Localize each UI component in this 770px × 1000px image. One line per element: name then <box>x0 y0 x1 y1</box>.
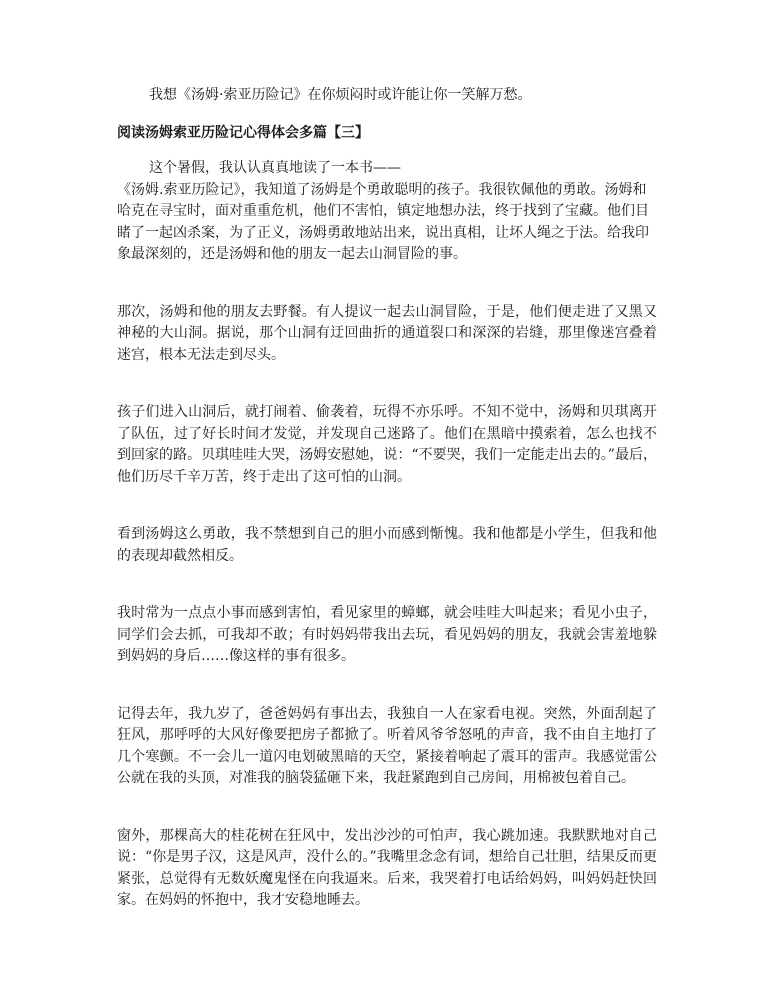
paragraph-cave: 孩子们进入山洞后，就打闹着、偷袭着，玩得不亦乐呼。不知不觉中，汤姆和贝琪离开了队伍，过了好长时间才发觉，并发现自己迷路了。他们在黑暗中摸索着，怎么也找不到回家的路。贝琪哇哇大哭，汤姆安慰她，说：“不要哭，我们一定能走出去的。”最后，他们历尽千辛万苦，终于走出了这可怕的山洞。 <box>117 404 657 485</box>
first-paragraph-body: 《汤姆.索亚历险记》，我知道了汤姆是个勇敢聪明的孩子。我很钦佩他的勇敢。汤姆和哈克在寻宝时，面对重重危机，他们不害怕，镇定地想办法，终于找到了宝藏。他们目睹了一起凶杀案，为了正义，汤姆勇敢地站出来，说出真相，让坏人绳之于法。给我印象最深刻的，还是汤姆和他的朋友一起去山洞冒险的事。 <box>117 181 649 262</box>
paragraph-window: 窗外，那棵高大的桂花树在狂风中，发出沙沙的可怕声，我心跳加速。我默默地对自己说：“你是男子汉，这是风声，没什么的。”我嘴里念念有词，想给自己壮胆，结果反而更紧张，总觉得有无数妖魔鬼怪在向我逼来。后来，我哭着打电话给妈妈，叫妈妈赶快回家。在妈妈的怀抱中，我才安稳地睡去。 <box>117 827 657 908</box>
paragraph-reflection: 看到汤姆这么勇敢，我不禁想到自己的胆小而感到惭愧。我和他都是小学生，但我和他的表现却截然相反。 <box>117 526 657 564</box>
first-paragraph-lead: 这个暑假，我认认真真地读了一本书—— <box>149 160 401 176</box>
first-paragraph <box>117 158 657 266</box>
paragraph-storm: 记得去年，我九岁了，爸爸妈妈有事出去，我独自一人在家看电视。突然，外面刮起了狂风，那呼呼的大风好像要把房子都掀了。听着风爷爷怒吼的声音，我不由自主地打了几个寒颤。不一会儿一道闪电划破黑暗的天空，紧接着响起了震耳的雷声。我感觉雷公公就在我的头顶，对准我的脑袋猛砸下来，我赶紧跑到自己房间，用棉被包着自己。 <box>117 705 657 786</box>
paragraph-fears: 我时常为一点点小事而感到害怕，看见家里的蟑螂，就会哇哇大叫起来；看见小虫子，同学们会去抓，可我却不敢；有时妈妈带我出去玩，看见妈妈的朋友，我就会害羞地躲到妈妈的身后……像这样的事有很多。 <box>117 605 657 664</box>
intro-sentence: 我想《汤姆·索亚历险记》在你烦闷时或许能让你一笑解万愁。 <box>149 87 532 103</box>
section-heading: 阅读汤姆索亚历险记心得体会多篇【三】 <box>117 125 369 141</box>
document-page <box>117 84 657 912</box>
paragraph-picnic: 那次，汤姆和他的朋友去野餐。有人提议一起去山洞冒险，于是，他们便走进了又黑又神秘的大山洞。据说，那个山洞有迂回曲折的通道裂口和深深的岩缝，那里像迷宫叠着迷宫，根本无法走到尽头。 <box>117 303 657 363</box>
